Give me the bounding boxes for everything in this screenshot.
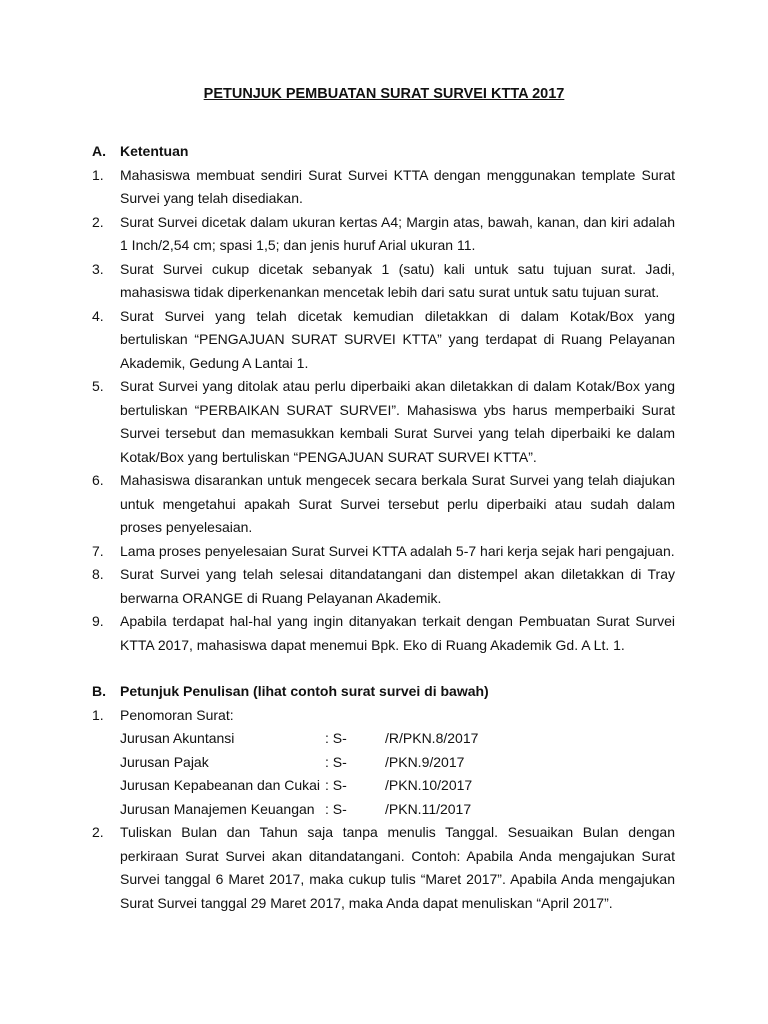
item-number: 3. xyxy=(92,260,104,277)
section-b-label: B. xyxy=(92,683,106,699)
item-text: Surat Survei cukup dicetak sebanyak 1 (satu) kali untuk satu tujuan surat. Jadi, mahasiswa tidak diperkenankan mencetak lebih dari satu surat untuk satu tujuan surat. xyxy=(120,260,675,300)
department-name: Jurusan Kepabeanan dan Cukai xyxy=(120,777,321,793)
item-number: 7. xyxy=(92,542,104,559)
item-number: 4. xyxy=(92,307,104,324)
section-b-title: Petunjuk Penulisan (lihat contoh surat survei di bawah) xyxy=(120,683,489,699)
item-text: Penomoran Surat: xyxy=(120,706,234,723)
list-item xyxy=(92,704,675,822)
code-row xyxy=(120,751,675,775)
code-suffix: /PKN.10/2017 xyxy=(385,777,473,793)
code-prefix: : S- xyxy=(325,730,347,746)
item-number: 5. xyxy=(92,378,104,394)
item-body xyxy=(120,704,675,822)
code-suffix: /R/PKN.8/2017 xyxy=(385,730,479,746)
item-text: Mahasiswa disarankan untuk mengecek secara berkala Surat Survei yang telah diajukan untuk mengetahui apakah Surat Survei tersebut perlu diperbaiki atau sudah dalam proses penyelesaian. xyxy=(120,472,675,535)
code-row xyxy=(120,774,675,798)
item-text: Tuliskan Bulan dan Tahun saja tanpa menulis Tanggal. Sesuaikan Bulan dengan perkiraan Surat Survei akan ditandatangani. Contoh: Apabila Anda mengajukan Surat Survei tanggal 6 Maret 2017, maka cukup tulis “Maret 2017”. Apabila Anda mengajukan Surat Survei tanggal 29 Maret 2017, maka Anda dapat menuliskan “April 2017”. xyxy=(120,824,675,911)
code-row xyxy=(120,798,675,822)
document-body xyxy=(92,140,675,915)
section-a-heading xyxy=(92,140,675,164)
item-text: Surat Survei dicetak dalam ukuran kertas A4; Margin atas, bawah, kanan, dan kiri adalah 1 Inch/2,54 cm; spasi 1,5; dan jenis huruf Arial ukuran 11. xyxy=(120,213,675,253)
list-item xyxy=(92,821,675,915)
code-suffix: /PKN.11/2017 xyxy=(385,800,472,817)
list-item xyxy=(92,211,675,258)
section-a-list xyxy=(92,164,675,658)
item-text: Surat Survei yang telah dicetak kemudian diletakkan di dalam Kotak/Box yang bertuliskan “PENGAJUAN SURAT SURVEI KTTA” yang terdapat di Ruang Pelayanan Akademik, Gedung A Lantai 1. xyxy=(120,307,675,371)
item-number: 9. xyxy=(92,613,104,629)
code-suffix: /PKN.9/2017 xyxy=(385,753,465,770)
list-item xyxy=(92,563,675,610)
list-item xyxy=(92,258,675,305)
list-item xyxy=(92,375,675,469)
code-prefix: : S- xyxy=(325,753,347,770)
list-item xyxy=(92,164,675,211)
department-name: Jurusan Pajak xyxy=(120,753,209,770)
section-a-label: A. xyxy=(92,143,106,159)
item-text: Mahasiswa membuat sendiri Surat Survei KTTA dengan menggunakan template Surat Survei yang telah disediakan. xyxy=(120,166,675,206)
item-number: 1. xyxy=(92,166,104,183)
item-number: 2. xyxy=(92,824,104,840)
item-number: 1. xyxy=(92,706,104,723)
list-item xyxy=(92,540,675,564)
item-number: 2. xyxy=(92,213,104,230)
code-prefix: : S- xyxy=(325,777,347,793)
item-text: Apabila terdapat hal-hal yang ingin ditanyakan terkait dengan Pembuatan Surat Survei KTTA 2017, mahasiswa dapat menemui Bpk. Eko di Ruang Akademik Gd. A Lt. 1. xyxy=(120,613,675,653)
section-spacer xyxy=(92,657,675,680)
document-title: PETUNJUK PEMBUATAN SURAT SURVEI KTTA 2017 xyxy=(203,86,565,102)
department-name: Jurusan Akuntansi xyxy=(120,730,235,746)
section-b-list xyxy=(92,704,675,916)
item-text: Lama proses penyelesaian Surat Survei KTTA adalah 5-7 hari kerja sejak hari pengajuan. xyxy=(120,542,675,559)
list-item xyxy=(92,610,675,657)
item-text: Surat Survei yang ditolak atau perlu diperbaiki akan diletakkan di dalam Kotak/Box yang bertuliskan “PERBAIKAN SURAT SURVEI”. Mahasiswa ybs harus memperbaiki Surat Survei tersebut dan memasukkan kembali Surat Survei yang telah diperbaiki ke dalam Kotak/Box yang bertuliskan “PENGAJUAN SURAT SURVEI KTTA”. xyxy=(120,378,675,465)
section-a-title: Ketentuan xyxy=(120,143,189,159)
section-b-heading xyxy=(92,680,675,704)
item-number: 8. xyxy=(92,566,104,582)
list-item xyxy=(92,305,675,376)
code-row xyxy=(120,727,675,751)
department-name: Jurusan Manajemen Keuangan xyxy=(120,800,315,817)
item-text: Surat Survei yang telah selesai ditandatangani dan distempel akan diletakkan di Tray berwarna ORANGE di Ruang Pelayanan Akademik. xyxy=(120,566,675,606)
list-item xyxy=(92,469,675,540)
code-prefix: : S- xyxy=(325,800,347,817)
item-number: 6. xyxy=(92,472,104,488)
